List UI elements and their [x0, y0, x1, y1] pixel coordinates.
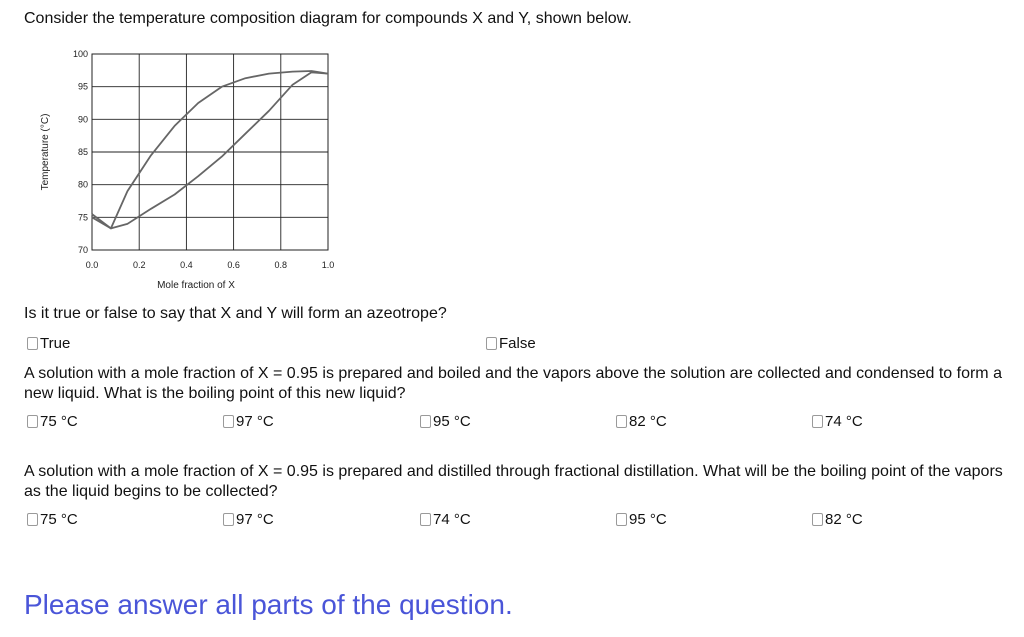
option-label: 82 °C [629, 413, 667, 430]
footer-prompt: Please answer all parts of the question. [24, 589, 513, 620]
q2-option-4[interactable] [616, 413, 667, 430]
q2-option-1[interactable] [27, 413, 78, 430]
x-tick-label: 0.8 [274, 260, 288, 270]
x-tick-label: 0.0 [85, 260, 99, 270]
option-label: 75 °C [40, 413, 78, 430]
option-label: False [499, 335, 536, 352]
option-checkbox[interactable] [616, 415, 627, 428]
q3-option-2[interactable] [223, 511, 274, 528]
q2-option-3[interactable] [420, 413, 471, 430]
q3-option-5[interactable] [812, 511, 863, 528]
q3-option-3[interactable] [420, 511, 471, 528]
option-false[interactable] [486, 335, 536, 352]
option-checkbox[interactable] [27, 415, 38, 428]
option-label: 74 °C [433, 511, 471, 528]
option-checkbox[interactable] [27, 513, 38, 526]
question-1-text: Is it true or false to say that X and Y will form an azeotrope? [24, 305, 447, 322]
option-true[interactable] [27, 335, 70, 352]
option-checkbox[interactable] [812, 513, 823, 526]
q3-option-4[interactable] [616, 511, 667, 528]
y-tick-label: 80 [77, 179, 88, 190]
y-tick-label: 100 [72, 49, 88, 59]
y-tick-label: 95 [77, 81, 88, 92]
option-checkbox[interactable] [616, 513, 627, 526]
option-checkbox[interactable] [223, 513, 234, 526]
x-tick-label: 0.2 [132, 260, 146, 270]
option-label: 75 °C [40, 511, 78, 528]
option-label: 95 °C [433, 413, 471, 430]
q2-option-5[interactable] [812, 413, 863, 430]
q3-option-1[interactable] [27, 511, 78, 528]
option-checkbox[interactable] [486, 337, 497, 350]
option-checkbox[interactable] [420, 415, 431, 428]
option-label: True [40, 335, 71, 352]
y-tick-label: 85 [77, 147, 88, 157]
option-label: 97 °C [236, 511, 274, 528]
question-3-text: A solution with a mole fraction of X = 0.95 is prepared and distilled through fractional distillation. What will be the boiling point of the vapors as the liquid begins to be collected? [24, 463, 1003, 500]
vapor-curve [92, 71, 328, 228]
option-label: 74 °C [825, 413, 863, 430]
x-axis-label: Mole fraction of X [157, 280, 235, 291]
x-tick-label: 0.4 [180, 260, 193, 270]
q2-option-2[interactable] [223, 413, 274, 430]
x-tick-label: 1.0 [321, 260, 335, 270]
x-tick-label: 0.6 [227, 260, 240, 270]
option-label: 95 °C [629, 511, 667, 528]
question-2-text: A solution with a mole fraction of X = 0.95 is prepared and boiled and the vapors above the solution are collected and condensed to form a new liquid. What is the boiling point of this new liquid? [24, 365, 1002, 402]
y-tick-label: 75 [77, 212, 88, 223]
y-axis-label: Temperature (°C) [40, 113, 51, 191]
intro-text: Consider the temperature composition diagram for compounds X and Y, shown below. [24, 10, 632, 27]
option-checkbox[interactable] [223, 415, 234, 428]
option-label: 97 °C [236, 413, 274, 430]
option-label: 82 °C [825, 511, 863, 528]
option-checkbox[interactable] [812, 415, 823, 428]
temperature-composition-chart [30, 42, 370, 302]
option-checkbox[interactable] [27, 337, 38, 350]
y-tick-label: 70 [77, 245, 88, 255]
y-tick-label: 90 [77, 114, 88, 125]
option-checkbox[interactable] [420, 513, 431, 526]
